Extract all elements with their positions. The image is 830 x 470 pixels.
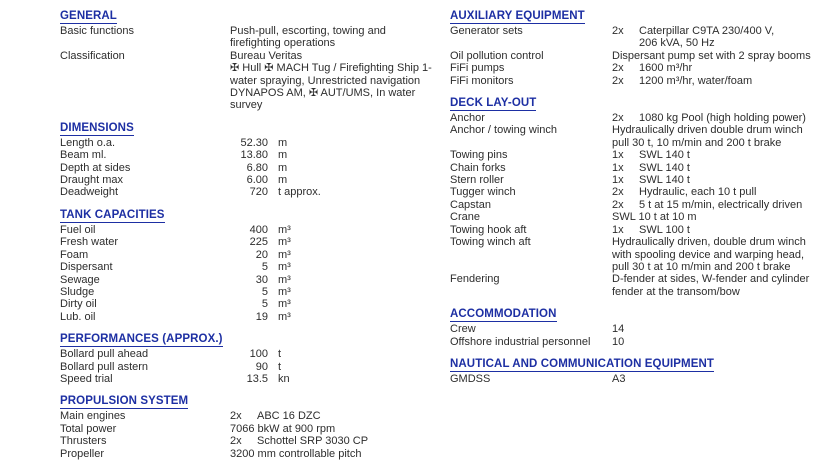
spec-label: Oil pollution control	[450, 49, 544, 62]
spec-value	[230, 224, 450, 236]
spec-label: Total power	[60, 422, 117, 435]
spec-row	[60, 286, 450, 298]
spec-value	[230, 149, 450, 161]
section-deck-lay-out	[450, 97, 830, 298]
spec-lines	[639, 112, 830, 124]
spec-value	[612, 336, 830, 348]
spec-label: Sewage	[60, 273, 100, 286]
spec-row	[450, 25, 830, 50]
spec-value	[230, 186, 450, 198]
spec-row	[60, 298, 450, 310]
spec-line: DYNAPOS AM, ✠ AUT/UMS, In water	[230, 87, 416, 100]
spec-row	[450, 323, 830, 335]
spec-value	[612, 75, 830, 87]
spec-label: Dispersant	[60, 261, 113, 274]
spec-number: 6.80	[246, 161, 268, 174]
spec-line: pull 30 t, 10 m/min and 200 t brake	[612, 136, 782, 149]
spec-label: Speed trial	[60, 372, 113, 385]
spec-row	[60, 249, 450, 261]
section-title: GENERAL	[60, 10, 117, 22]
section-dimensions	[60, 122, 450, 199]
spec-value	[230, 286, 450, 298]
spec-value	[612, 25, 830, 50]
section-rows	[450, 25, 830, 87]
spec-label: Thrusters	[60, 435, 107, 448]
spec-value	[612, 211, 830, 223]
spec-unit: m	[278, 161, 288, 174]
spec-number: 90	[255, 360, 268, 373]
spec-unit: kn	[278, 372, 290, 385]
spec-row	[60, 274, 450, 286]
spec-line: SWL 140 t	[639, 161, 690, 174]
spec-quantity: 1x	[612, 223, 624, 236]
spec-row	[450, 50, 830, 62]
spec-row	[60, 25, 450, 50]
spec-label: Classification	[60, 49, 125, 62]
spec-line: 1080 kg Pool (high holding power)	[639, 112, 806, 125]
spec-row	[450, 174, 830, 186]
spec-row	[60, 435, 450, 447]
spec-lines	[612, 373, 830, 385]
spec-value	[230, 274, 450, 286]
spec-lines	[612, 323, 830, 335]
spec-line: SWL 100 t	[639, 223, 690, 236]
spec-quantity: 1x	[612, 161, 624, 174]
spec-line: Push-pull, escorting, towing and	[230, 25, 386, 37]
spec-row	[60, 174, 450, 186]
spec-line: Hydraulically driven, double drum winch	[612, 236, 806, 249]
spec-row	[60, 423, 450, 435]
spec-number: 19	[255, 310, 268, 323]
section-propulsion-system	[60, 395, 450, 460]
spec-unit: m	[278, 136, 288, 149]
spec-unit: m³	[278, 236, 291, 249]
spec-row	[60, 373, 450, 385]
spec-value	[612, 224, 830, 236]
spec-number: 30	[255, 273, 268, 286]
spec-label: Fresh water	[60, 236, 119, 249]
spec-value	[612, 162, 830, 174]
spec-number: 13.5	[246, 372, 268, 385]
spec-row	[60, 348, 450, 360]
spec-line: fender at the transom/bow	[612, 285, 740, 298]
spec-row	[60, 149, 450, 161]
spec-label: Deadweight	[60, 186, 119, 199]
spec-row	[60, 186, 450, 198]
section-rows	[60, 410, 450, 460]
spec-label: Anchor / towing winch	[450, 124, 557, 137]
spec-label: Fuel oil	[60, 223, 96, 236]
spec-row	[450, 224, 830, 236]
section-performances-approx	[60, 333, 450, 385]
spec-row	[450, 62, 830, 74]
spec-label: Sludge	[60, 285, 95, 298]
spec-value	[230, 311, 450, 323]
spec-label: Draught max	[60, 174, 123, 187]
spec-label: Crew	[450, 323, 476, 336]
spec-line: Caterpillar C9TA 230/400 V,	[639, 25, 775, 37]
spec-value	[612, 186, 830, 198]
spec-lines	[639, 75, 830, 87]
spec-row	[60, 50, 450, 112]
spec-line: Hydraulic, each 10 t pull	[639, 186, 757, 199]
spec-number: 100	[249, 348, 268, 361]
spec-unit: m³	[278, 261, 291, 274]
section-rows	[60, 25, 450, 112]
spec-value	[612, 174, 830, 186]
spec-lines	[612, 124, 830, 149]
spec-lines	[639, 224, 830, 236]
spec-line: 206 kVA, 50 Hz	[639, 37, 715, 50]
section-rows	[450, 323, 830, 348]
spec-value	[612, 62, 830, 74]
section-auxiliary-equipment	[450, 10, 830, 87]
spec-value	[612, 199, 830, 211]
spec-lines	[639, 25, 830, 50]
spec-unit: m³	[278, 273, 291, 286]
spec-line: water spraying, Unrestricted navigation	[230, 74, 421, 87]
spec-label: Basic functions	[60, 25, 134, 37]
spec-quantity: 2x	[612, 198, 624, 211]
column-left	[60, 10, 450, 470]
spec-row	[450, 273, 830, 298]
spec-line: pull 30 t at 10 m/min and 200 t brake	[612, 260, 791, 273]
spec-line: 5 t at 15 m/min, electrically driven	[639, 198, 803, 211]
spec-value	[230, 410, 450, 422]
spec-label: FiFi pumps	[450, 62, 505, 75]
spec-lines	[612, 236, 830, 273]
spec-row	[450, 211, 830, 223]
spec-unit: m³	[278, 223, 291, 236]
spec-row	[450, 75, 830, 87]
spec-unit: t approx.	[278, 186, 321, 199]
spec-value	[230, 137, 450, 149]
spec-lines	[257, 435, 450, 447]
spec-line: firefighting operations	[230, 37, 336, 50]
section-title: DIMENSIONS	[60, 121, 134, 134]
spec-unit: t	[278, 360, 282, 373]
spec-number: 52.30	[240, 136, 268, 149]
spec-line: 1600 m³/hr	[639, 62, 693, 75]
column-right	[450, 10, 830, 470]
spec-row	[450, 373, 830, 385]
spec-label: Propeller	[60, 447, 105, 460]
spec-row	[60, 448, 450, 460]
spec-line: SWL 10 t at 10 m	[612, 211, 697, 224]
spec-line: Hydraulically driven double drum winch	[612, 124, 803, 137]
spec-value	[612, 273, 830, 298]
spec-number: 400	[249, 223, 268, 236]
section-general	[60, 10, 450, 112]
spec-line: Bureau Veritas	[230, 49, 303, 62]
spec-value	[612, 112, 830, 124]
spec-label: Crane	[450, 211, 480, 224]
spec-unit: m	[278, 174, 288, 187]
spec-line: 14	[612, 323, 625, 336]
spec-row	[450, 236, 830, 273]
spec-number: 20	[255, 248, 268, 261]
spec-value	[230, 261, 450, 273]
section-accommodation	[450, 308, 830, 348]
spec-unit: t	[278, 348, 282, 361]
spec-lines	[639, 186, 830, 198]
spec-lines	[639, 174, 830, 186]
spec-quantity: 2x	[230, 435, 242, 448]
spec-label: Towing pins	[450, 149, 508, 162]
section-tank-capacities	[60, 209, 450, 323]
spec-quantity: 2x	[612, 25, 624, 37]
spec-value	[230, 249, 450, 261]
spec-lines	[230, 448, 450, 460]
spec-value	[612, 373, 830, 385]
spec-value	[230, 298, 450, 310]
spec-lines	[230, 423, 450, 435]
spec-number: 6.00	[246, 174, 268, 187]
spec-lines	[612, 336, 830, 348]
spec-label: Lub. oil	[60, 310, 96, 323]
spec-lines	[612, 211, 830, 223]
section-rows	[450, 373, 830, 385]
section-title: TANK CAPACITIES	[60, 208, 165, 221]
spec-label: Dirty oil	[60, 298, 97, 311]
spec-value	[612, 50, 830, 62]
spec-value	[612, 323, 830, 335]
spec-row	[60, 137, 450, 149]
spec-row	[60, 410, 450, 422]
spec-quantity: 2x	[612, 74, 624, 87]
spec-label: Tugger winch	[450, 186, 516, 199]
spec-line: survey	[230, 99, 263, 112]
spec-number: 5	[261, 298, 268, 311]
spec-value	[230, 174, 450, 186]
spec-value	[612, 124, 830, 149]
spec-label: FiFi monitors	[450, 74, 514, 87]
section-rows	[60, 224, 450, 323]
spec-label: Depth at sides	[60, 161, 131, 174]
spec-row	[60, 261, 450, 273]
spec-value	[230, 448, 450, 460]
spec-value	[230, 361, 450, 373]
spec-label: Generator sets	[450, 25, 523, 37]
spec-value	[230, 373, 450, 385]
spec-label: Length o.a.	[60, 136, 116, 149]
spec-label: Stern roller	[450, 174, 504, 187]
spec-line: Dispersant pump set with 2 spray booms	[612, 49, 811, 62]
spec-quantity: 2x	[612, 62, 624, 75]
section-title: PERFORMANCES (APPROX.)	[60, 333, 223, 346]
spec-lines	[612, 50, 830, 62]
spec-label: Towing hook aft	[450, 223, 527, 236]
spec-label: Capstan	[450, 198, 491, 211]
spec-row	[60, 224, 450, 236]
section-rows	[60, 348, 450, 385]
spec-value	[612, 149, 830, 161]
spec-lines	[639, 162, 830, 174]
spec-line: 3200 mm controllable pitch	[230, 447, 362, 460]
spec-quantity: 1x	[612, 149, 624, 162]
section-rows	[450, 112, 830, 298]
spec-row	[60, 361, 450, 373]
spec-row	[450, 336, 830, 348]
spec-row	[450, 162, 830, 174]
spec-line: D-fender at sides, W-fender and cylinder	[612, 273, 810, 286]
spec-row	[60, 311, 450, 323]
spec-value	[230, 348, 450, 360]
spec-line: with spooling device and warping head,	[612, 248, 805, 261]
spec-label: Bollard pull astern	[60, 360, 149, 373]
spec-line: ABC 16 DZC	[257, 410, 321, 423]
spec-lines	[639, 62, 830, 74]
spec-unit: m³	[278, 285, 291, 298]
spec-label: Fendering	[450, 273, 500, 286]
spec-row	[450, 124, 830, 149]
spec-row	[450, 186, 830, 198]
spec-line: SWL 140 t	[639, 174, 690, 187]
section-title: AUXILIARY EQUIPMENT	[450, 10, 585, 22]
section-nautical-and-communication-equipment	[450, 358, 830, 385]
spec-line: SWL 140 t	[639, 149, 690, 162]
spec-quantity: 2x	[230, 410, 242, 423]
spec-label: Main engines	[60, 410, 126, 423]
spec-row	[450, 112, 830, 124]
spec-line: A3	[612, 372, 626, 385]
spec-number: 13.80	[240, 149, 268, 162]
spec-label: Beam ml.	[60, 149, 107, 162]
spec-number: 5	[261, 285, 268, 298]
spec-unit: m³	[278, 310, 291, 323]
section-title: PROPULSION SYSTEM	[60, 395, 189, 408]
spec-label: Offshore industrial personnel	[450, 335, 591, 348]
spec-label: GMDSS	[450, 372, 491, 385]
spec-lines	[639, 199, 830, 211]
section-rows	[60, 137, 450, 199]
spec-line: 10	[612, 335, 625, 348]
spec-unit: m³	[278, 248, 291, 261]
spec-value	[612, 236, 830, 273]
spec-lines	[639, 149, 830, 161]
spec-line: 7066 bkW at 900 rpm	[230, 422, 336, 435]
spec-number: 5	[261, 261, 268, 274]
spec-quantity: 2x	[612, 186, 624, 199]
spec-line: Schottel SRP 3030 CP	[257, 435, 369, 448]
section-title: DECK LAY-OUT	[450, 97, 537, 110]
spec-row	[60, 162, 450, 174]
spec-value	[230, 25, 450, 50]
spec-unit: m	[278, 149, 288, 162]
spec-lines	[230, 50, 450, 112]
spec-quantity: 1x	[612, 174, 624, 187]
spec-lines	[257, 410, 450, 422]
spec-label: Chain forks	[450, 161, 506, 174]
spec-row	[60, 236, 450, 248]
spec-row	[450, 199, 830, 211]
section-title: NAUTICAL AND COMMUNICATION EQUIPMENT	[450, 357, 715, 370]
spec-row	[450, 149, 830, 161]
spec-label: Bollard pull ahead	[60, 348, 149, 361]
spec-number: 225	[249, 236, 268, 249]
spec-label: Towing winch aft	[450, 236, 531, 249]
spec-label: Foam	[60, 248, 89, 261]
spec-value	[230, 162, 450, 174]
spec-value	[230, 423, 450, 435]
spec-number: 720	[249, 186, 268, 199]
spec-lines	[230, 25, 450, 50]
spec-label: Anchor	[450, 112, 485, 125]
spec-value	[230, 435, 450, 447]
section-title: ACCOMMODATION	[450, 308, 557, 321]
spec-lines	[612, 273, 830, 298]
spec-line: ✠ Hull ✠ MACH Tug / Firefighting Ship 1-	[230, 62, 432, 75]
spec-quantity: 2x	[612, 112, 624, 125]
spec-value	[230, 236, 450, 248]
spec-unit: m³	[278, 298, 291, 311]
spec-line: 1200 m³/hr, water/foam	[639, 74, 753, 87]
spec-value	[230, 50, 450, 112]
